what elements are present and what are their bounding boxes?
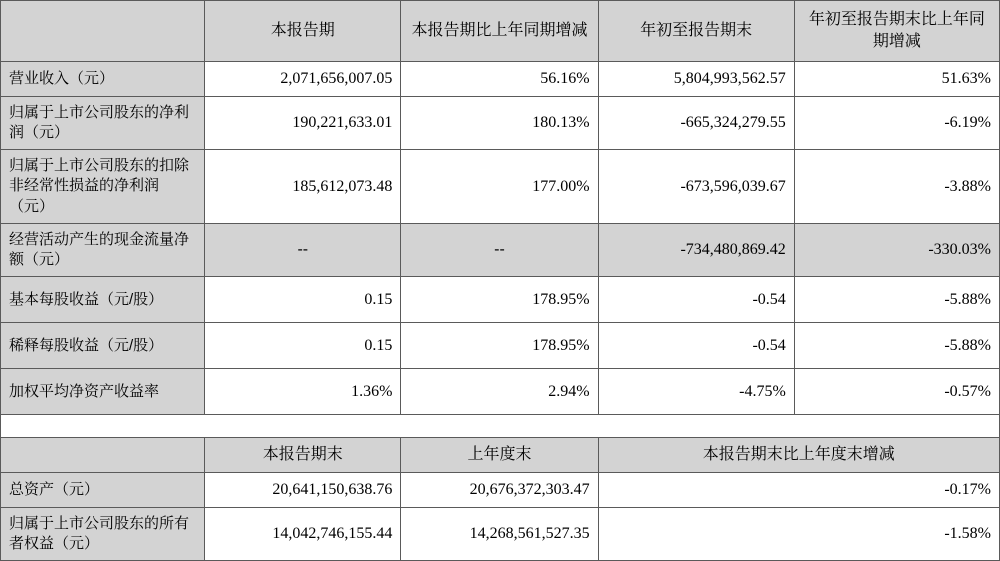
spacer-cell xyxy=(1,415,1000,438)
row-label: 营业收入（元） xyxy=(1,62,205,97)
row-value: 14,268,561,527.35 xyxy=(401,507,598,561)
row-value: 5,804,993,562.57 xyxy=(598,62,794,97)
row-value: -3.88% xyxy=(794,150,999,224)
row-value: 20,676,372,303.47 xyxy=(401,472,598,507)
row-value: -1.58% xyxy=(598,507,999,561)
row-label: 归属于上市公司股东的所有者权益（元） xyxy=(1,507,205,561)
row-value: -4.75% xyxy=(598,369,794,415)
row-value: 177.00% xyxy=(401,150,598,224)
row-value: 1.36% xyxy=(205,369,401,415)
row-value: -665,324,279.55 xyxy=(598,96,794,150)
row-value: -0.54 xyxy=(598,277,794,323)
row-value: -330.03% xyxy=(794,223,999,277)
header-cell-current-period-yoy: 本报告期比上年同期增减 xyxy=(401,1,598,62)
table-row xyxy=(1,369,1000,415)
row-label: 归属于上市公司股东的扣除非经常性损益的净利润（元） xyxy=(1,150,205,224)
row-label: 总资产（元） xyxy=(1,472,205,507)
subheader-cell-period-end: 本报告期末 xyxy=(205,438,401,473)
table-body xyxy=(1,62,1000,561)
row-value: -673,596,039.67 xyxy=(598,150,794,224)
table-row xyxy=(1,150,1000,224)
table-row xyxy=(1,62,1000,97)
row-value: 180.13% xyxy=(401,96,598,150)
row-value: -- xyxy=(401,223,598,277)
table-spacer-row xyxy=(1,415,1000,438)
row-label: 基本每股收益（元/股） xyxy=(1,277,205,323)
row-value: 56.16% xyxy=(401,62,598,97)
row-value: 178.95% xyxy=(401,277,598,323)
row-value: 0.15 xyxy=(205,277,401,323)
row-value: -0.57% xyxy=(794,369,999,415)
row-label: 经营活动产生的现金流量净额（元） xyxy=(1,223,205,277)
table-row xyxy=(1,472,1000,507)
row-value: 178.95% xyxy=(401,323,598,369)
subheader-row xyxy=(1,438,1000,473)
table-row xyxy=(1,323,1000,369)
table-header xyxy=(1,1,1000,62)
header-cell-ytd: 年初至报告期末 xyxy=(598,1,794,62)
header-row xyxy=(1,1,1000,62)
row-label: 加权平均净资产收益率 xyxy=(1,369,205,415)
row-value: 2.94% xyxy=(401,369,598,415)
row-value: 2,071,656,007.05 xyxy=(205,62,401,97)
row-value: 14,042,746,155.44 xyxy=(205,507,401,561)
row-value: -5.88% xyxy=(794,277,999,323)
row-value: 51.63% xyxy=(794,62,999,97)
subheader-cell-change: 本报告期末比上年度末增减 xyxy=(598,438,999,473)
table-row xyxy=(1,277,1000,323)
header-cell-current-period: 本报告期 xyxy=(205,1,401,62)
subheader-cell-prior-year-end: 上年度末 xyxy=(401,438,598,473)
row-value: -5.88% xyxy=(794,323,999,369)
subheader-cell-empty xyxy=(1,438,205,473)
row-value: 20,641,150,638.76 xyxy=(205,472,401,507)
row-value: 190,221,633.01 xyxy=(205,96,401,150)
row-value: 185,612,073.48 xyxy=(205,150,401,224)
row-value: -0.54 xyxy=(598,323,794,369)
row-value: -0.17% xyxy=(598,472,999,507)
header-cell-empty xyxy=(1,1,205,62)
row-label: 归属于上市公司股东的净利润（元） xyxy=(1,96,205,150)
table-row xyxy=(1,223,1000,277)
row-value: 0.15 xyxy=(205,323,401,369)
table-row xyxy=(1,507,1000,561)
row-value: -734,480,869.42 xyxy=(598,223,794,277)
table-row xyxy=(1,96,1000,150)
row-value: -6.19% xyxy=(794,96,999,150)
row-label: 稀释每股收益（元/股） xyxy=(1,323,205,369)
header-cell-ytd-yoy: 年初至报告期末比上年同期增减 xyxy=(794,1,999,62)
row-value: -- xyxy=(205,223,401,277)
